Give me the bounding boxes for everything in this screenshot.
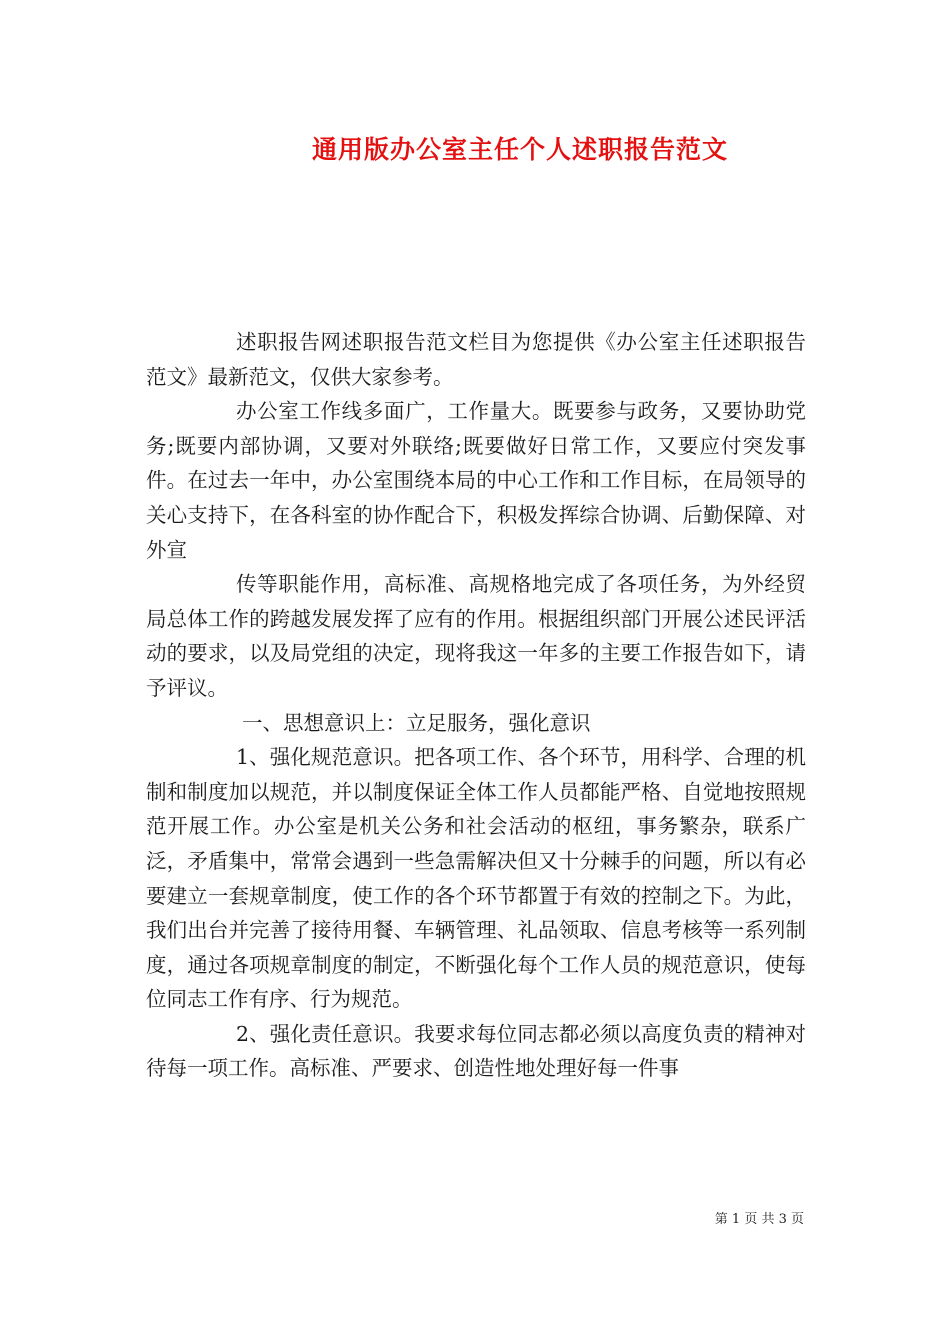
paragraph-functions: 传等职能作用，高标准、高规格地完成了各项任务，为外经贸局总体工作的跨越发展发挥了应有的作用。根据组织部门开展公述民评活动的要求，以及局党组的决定，现将我这一年多的主要工作报告如下，请予评议。 xyxy=(146,572,806,700)
section-heading-1: 一、思想意识上：立足服务，强化意识 xyxy=(242,710,591,735)
paragraph-responsibility-awareness: 2、强化责任意识。我要求每位同志都必须以高度负责的精神对待每一项工作。高标准、严要求、创造性地处理好每一件事 xyxy=(146,1021,806,1081)
page-number: 第 1 页 共 3 页 xyxy=(714,1212,804,1227)
document-title: 通用版办公室主任个人述职报告范文 xyxy=(311,135,728,164)
document-body xyxy=(146,325,806,1086)
paragraph-office-work: 办公室工作线多面广，工作量大。既要参与政务，又要协助党务;既要内部协调，又要对外联络;既要做好日常工作，又要应付突发事件。在过去一年中，办公室围绕本局的中心工作和工作目标，在局领导的关心支持下，在各科室的协作配合下，积极发挥综合协调、后勤保障、对外宣 xyxy=(146,399,806,562)
paragraph-intro: 述职报告网述职报告范文栏目为您提供《办公室主任述职报告范文》最新范文，仅供大家参考。 xyxy=(146,330,806,389)
paragraph-norms-awareness: 1、强化规范意识。把各项工作、各个环节，用科学、合理的机制和制度加以规范，并以制度保证全体工作人员都能严格、自觉地按照规范开展工作。办公室是机关公务和社会活动的枢纽，事务繁杂，联系广泛，矛盾集中，常常会遇到一些急需解决但又十分棘手的问题，所以有必要建立一套规章制度，使工作的各个环节都置于有效的控制之下。为此，我们出台并完善了接待用餐、车辆管理、礼品领取、信息考核等一系列制度，通过各项规章制度的制定，不断强化每个工作人员的规范意识，使每位同志工作有序、行为规范。 xyxy=(146,745,806,1012)
